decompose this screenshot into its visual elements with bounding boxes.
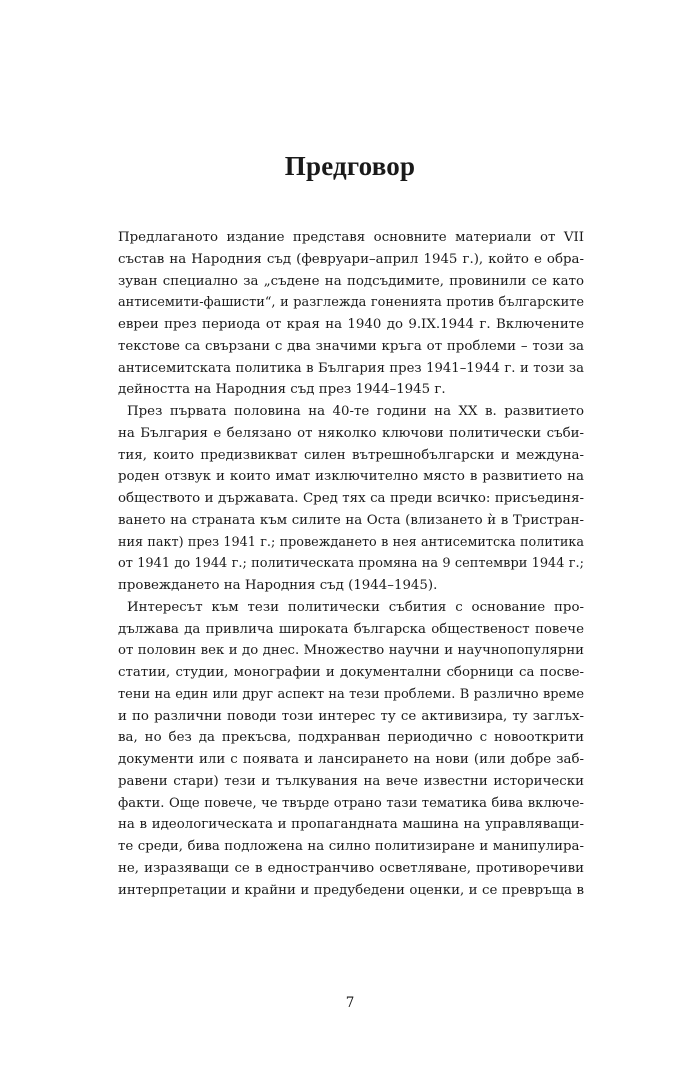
text-line: обществото и държавата. Сред тях са преди всичко: присъединя-: [118, 491, 584, 506]
text-line: дължава да привлича широката българска общественост повече: [118, 621, 584, 637]
text-line: факти. Още повече, че твърде отрано тази тематика бива включе-: [118, 795, 584, 811]
text-line: документи или с появата и лансирането на нови (или добре заб-: [118, 752, 584, 767]
text-line: провеждането на Народния съд (1944–1945).: [118, 578, 438, 593]
body-text: [118, 227, 584, 901]
text-line: на в идеологическата и пропагандната машина на управляващи-: [118, 817, 584, 833]
text-line: на България е белязано от няколко ключови политически съби-: [118, 425, 584, 441]
paragraph-3: [118, 597, 584, 902]
text-line: интерпретации и крайни и предубедени оценки, и се превръща в: [118, 882, 584, 898]
page-number: 7: [345, 995, 355, 1011]
text-line: от половин век и до днес. Множество научни и научнопопулярни: [118, 643, 584, 659]
text-line: ването на страната към силите на Оста (влизането ѝ в Тристран-: [118, 512, 584, 528]
text-line: роден отзвук и които имат изключително място в развитието на: [118, 469, 584, 485]
text-line: ния пакт) през 1941 г.; провеждането в нея антисемитска политика: [118, 534, 584, 550]
text-line: текстове са свързани с два значими кръга от проблеми – този за: [118, 338, 584, 354]
text-line: евреи през периода от края на 1940 до 9.IX.1944 г. Включените: [118, 317, 584, 332]
text-line: дейността на Народния съд през 1944–1945 г.: [118, 382, 446, 398]
text-line: от 1941 до 1944 г.; политическата промяна на 9 септември 1944 г.;: [118, 556, 584, 572]
text-line: равени стари) тези и тълкувания на вече известни исторически: [118, 773, 584, 789]
text-line: антисемити-фашисти“, и разглежда гоненията против българските: [118, 295, 584, 311]
text-line: антисемитската политика в България през 1941–1944 г. и този за: [118, 360, 584, 376]
text-line: и по различни поводи този интерес ту се активизира, ту заглъх-: [118, 708, 584, 724]
text-line: не, изразяващи се в едностранчиво осветляване, противоречиви: [118, 860, 584, 876]
text-line: Предлаганото издание представя основните материали от VII: [118, 230, 584, 245]
text-line: те среди, бива подложена на силно политизиране и манипулира-: [118, 839, 584, 854]
paragraph-1: [118, 227, 584, 401]
text-line: Интересът към тези политически събития с основание про-: [127, 599, 584, 615]
text-line: тия, които предизвикват силен вътрешнобългарски и междуна-: [118, 447, 584, 463]
text-line: зуван специално за „съдене на подсъдимите, провинили се като: [118, 273, 584, 289]
text-line: състав на Народния съд (февруари–април 1945 г.), който е обра-: [118, 251, 584, 267]
paragraph-2: [118, 401, 584, 597]
text-line: ва, но без да прекъсва, подхранван периодично с новооткрити: [118, 730, 584, 746]
text-line: През първата половина на 40-те години на XX в. развитието: [127, 404, 584, 419]
text-line: тени на един или друг аспект на тези проблеми. В различно време: [118, 686, 584, 702]
page-title: Предговор: [284, 151, 416, 181]
text-line: статии, студии, монографии и документални сборници са посве-: [118, 665, 584, 680]
